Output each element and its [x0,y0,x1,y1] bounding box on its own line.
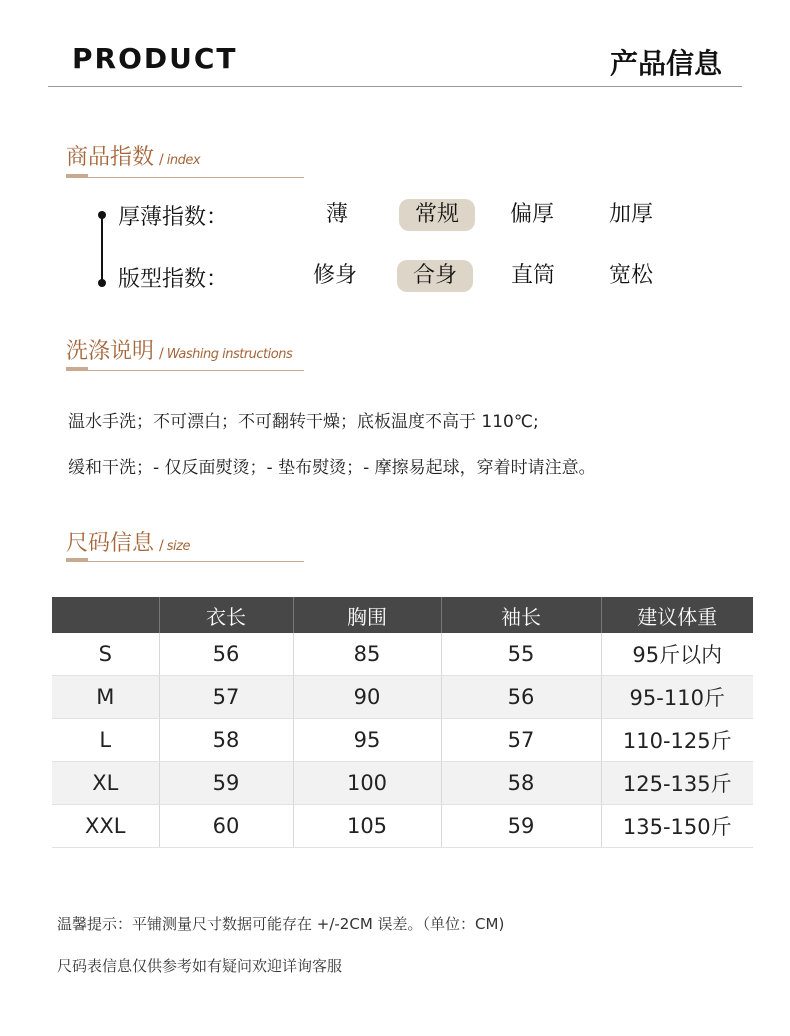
table-header-cell: 袖长 [441,597,601,633]
fit-option-regular: 合身 [397,260,473,292]
size-table [52,597,753,848]
table-cell: 135-150斤 [601,805,753,848]
index-subtitle: index [166,153,201,168]
table-cell: 125-135斤 [601,762,753,805]
size-title: 尺码信息 [66,531,155,556]
table-cell: 55 [441,633,601,676]
table-cell: XL [52,762,159,805]
table-row [52,633,753,676]
table-cell: L [52,719,159,762]
wash-subtitle: Washing instructions [166,347,293,362]
table-cell: 56 [441,676,601,719]
header-title-en: PRODUCT [72,42,238,75]
timeline-dot [98,279,106,287]
wash-title: 洗涤说明 [66,339,155,364]
section-divider [66,177,304,178]
size-section-title: 尺码信息 / size [66,531,190,556]
table-header-row [52,597,753,633]
table-row [52,805,753,848]
measurement-note: 温馨提示：平铺测量尺寸数据可能存在 +/-2CM 误差。（单位：CM) [57,915,505,933]
thickness-option-thin: 薄 [325,202,348,227]
table-cell: 59 [441,805,601,848]
table-row [52,719,753,762]
table-cell: 95斤以内 [601,633,753,676]
table-cell: M [52,676,159,719]
table-cell: 57 [159,676,293,719]
section-divider [66,370,304,371]
thickness-option-extra-thick: 加厚 [608,202,653,227]
wash-section-title: 洗涤说明 / Washing instructions [66,339,293,364]
table-cell: 85 [293,633,441,676]
table-cell: 58 [441,762,601,805]
table-cell: 56 [159,633,293,676]
wash-instruction-line: 温水手洗；不可漂白；不可翻转干燥；底板温度不高于 110℃; [68,412,539,432]
table-cell: 60 [159,805,293,848]
table-cell: 95 [293,719,441,762]
fit-option-slim: 修身 [312,263,357,288]
index-title: 商品指数 [66,145,155,170]
table-header-cell: 衣长 [159,597,293,633]
table-cell: 95-110斤 [601,676,753,719]
wash-instruction-line: 缓和干洗；- 仅反面熨烫；- 垫布熨烫；- 摩擦易起球，穿着时请注意。 [68,458,596,478]
fit-option-straight: 直筒 [510,263,555,288]
fit-option-loose: 宽松 [608,263,653,288]
table-row [52,762,753,805]
table-cell: 58 [159,719,293,762]
thickness-index-label: 厚薄指数： [118,205,229,230]
fit-index-label: 版型指数： [118,267,229,292]
thickness-option-regular: 常规 [399,199,475,231]
header-divider [48,86,742,87]
header-title-cn: 产品信息 [609,47,722,80]
timeline-line [101,216,103,282]
table-header-cell [52,597,159,633]
table-cell: S [52,633,159,676]
table-cell: XXL [52,805,159,848]
table-row [52,676,753,719]
table-cell: 100 [293,762,441,805]
index-section-title: 商品指数 / index [66,145,201,170]
table-cell: 105 [293,805,441,848]
table-cell: 110-125斤 [601,719,753,762]
table-cell: 59 [159,762,293,805]
thickness-option-thick: 偏厚 [509,202,554,227]
reference-note: 尺码表信息仅供参考如有疑问欢迎详询客服 [57,957,343,975]
table-header-cell: 胸围 [293,597,441,633]
table-header-cell: 建议体重 [601,597,753,633]
size-subtitle: size [166,539,190,554]
table-cell: 57 [441,719,601,762]
table-cell: 90 [293,676,441,719]
section-divider [66,561,304,562]
